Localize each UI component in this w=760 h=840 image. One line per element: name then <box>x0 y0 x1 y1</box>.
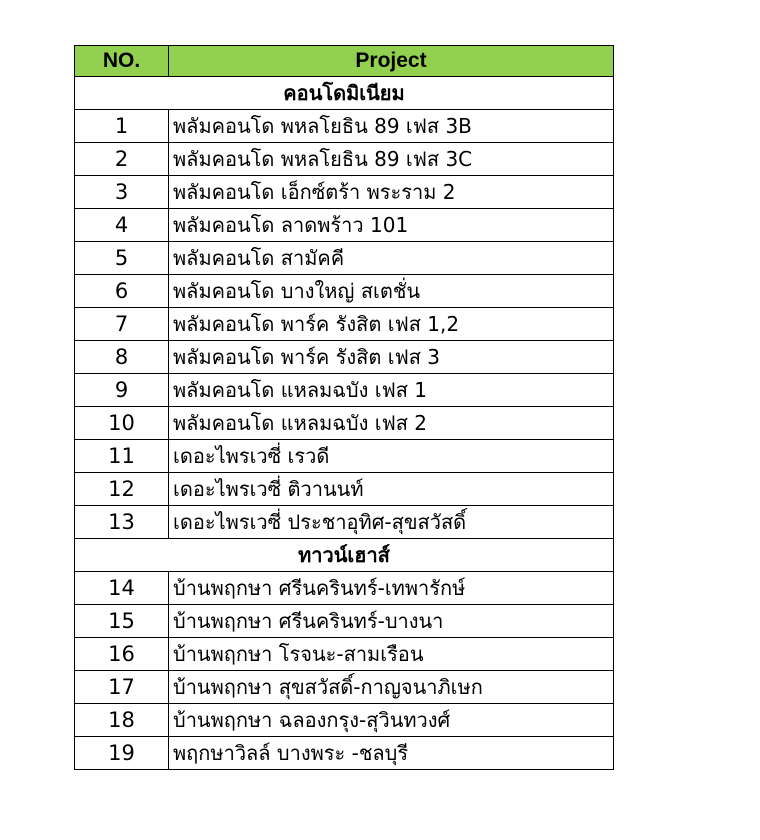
table-row <box>75 274 614 307</box>
project-name: พลัมคอนโด ลาดพร้าว 101 <box>169 208 614 241</box>
table-row <box>75 307 614 340</box>
row-number: 12 <box>75 472 169 505</box>
row-number: 16 <box>75 637 169 670</box>
row-number: 6 <box>75 274 169 307</box>
row-number: 8 <box>75 340 169 373</box>
table-row <box>75 208 614 241</box>
section-row <box>75 76 614 109</box>
section-title: คอนโดมิเนียม <box>75 76 614 109</box>
project-name: เดอะไพรเวซี่ เรวดี <box>169 439 614 472</box>
row-number: 7 <box>75 307 169 340</box>
project-name: เดอะไพรเวซี่ ประชาอุทิศ-สุขสวัสดิ์ <box>169 505 614 538</box>
table-row <box>75 670 614 703</box>
table-row <box>75 703 614 736</box>
row-number: 17 <box>75 670 169 703</box>
table-row <box>75 340 614 373</box>
table-row <box>75 736 614 769</box>
project-name: พลัมคอนโด พาร์ค รังสิต เฟส 1,2 <box>169 307 614 340</box>
project-name: พลัมคอนโด เอ็กซ์ตร้า พระราม 2 <box>169 175 614 208</box>
table-row <box>75 373 614 406</box>
row-number: 19 <box>75 736 169 769</box>
row-number: 14 <box>75 571 169 604</box>
table-header-row <box>75 46 614 77</box>
project-name: บ้านพฤกษา ฉลองกรุง-สุวินทวงศ์ <box>169 703 614 736</box>
table-row <box>75 406 614 439</box>
row-number: 13 <box>75 505 169 538</box>
section-row <box>75 538 614 571</box>
project-table <box>74 45 614 770</box>
table-row <box>75 604 614 637</box>
table-row <box>75 505 614 538</box>
row-number: 4 <box>75 208 169 241</box>
project-name: พลัมคอนโด แหลมฉบัง เฟส 2 <box>169 406 614 439</box>
table-row <box>75 142 614 175</box>
project-name: พลัมคอนโด พหลโยธิน 89 เฟส 3C <box>169 142 614 175</box>
row-number: 10 <box>75 406 169 439</box>
project-name: พลัมคอนโด แหลมฉบัง เฟส 1 <box>169 373 614 406</box>
row-number: 15 <box>75 604 169 637</box>
project-name: พลัมคอนโด พหลโยธิน 89 เฟส 3B <box>169 109 614 142</box>
project-name: บ้านพฤกษา ศรีนครินทร์-เทพารักษ์ <box>169 571 614 604</box>
row-number: 1 <box>75 109 169 142</box>
column-header-project: Project <box>169 46 614 77</box>
section-title: ทาวน์เฮาส์ <box>75 538 614 571</box>
row-number: 11 <box>75 439 169 472</box>
row-number: 5 <box>75 241 169 274</box>
project-name: พลัมคอนโด บางใหญ่ สเตชั่น <box>169 274 614 307</box>
row-number: 18 <box>75 703 169 736</box>
table-row <box>75 472 614 505</box>
table-row <box>75 439 614 472</box>
project-name: พลัมคอนโด พาร์ค รังสิต เฟส 3 <box>169 340 614 373</box>
project-name: บ้านพฤกษา โรจนะ-สามเรือน <box>169 637 614 670</box>
project-name: พลัมคอนโด สามัคคี <box>169 241 614 274</box>
table-body <box>75 76 614 769</box>
row-number: 2 <box>75 142 169 175</box>
project-name: พฤกษาวิลล์ บางพระ -ชลบุรี <box>169 736 614 769</box>
row-number: 9 <box>75 373 169 406</box>
table-row <box>75 175 614 208</box>
table-row <box>75 241 614 274</box>
project-name: บ้านพฤกษา สุขสวัสดิ์-กาญจนาภิเษก <box>169 670 614 703</box>
row-number: 3 <box>75 175 169 208</box>
column-header-no: NO. <box>75 46 169 77</box>
table-row <box>75 637 614 670</box>
table-row <box>75 109 614 142</box>
project-name: เดอะไพรเวซี่ ติวานนท์ <box>169 472 614 505</box>
project-name: บ้านพฤกษา ศรีนครินทร์-บางนา <box>169 604 614 637</box>
table-row <box>75 571 614 604</box>
